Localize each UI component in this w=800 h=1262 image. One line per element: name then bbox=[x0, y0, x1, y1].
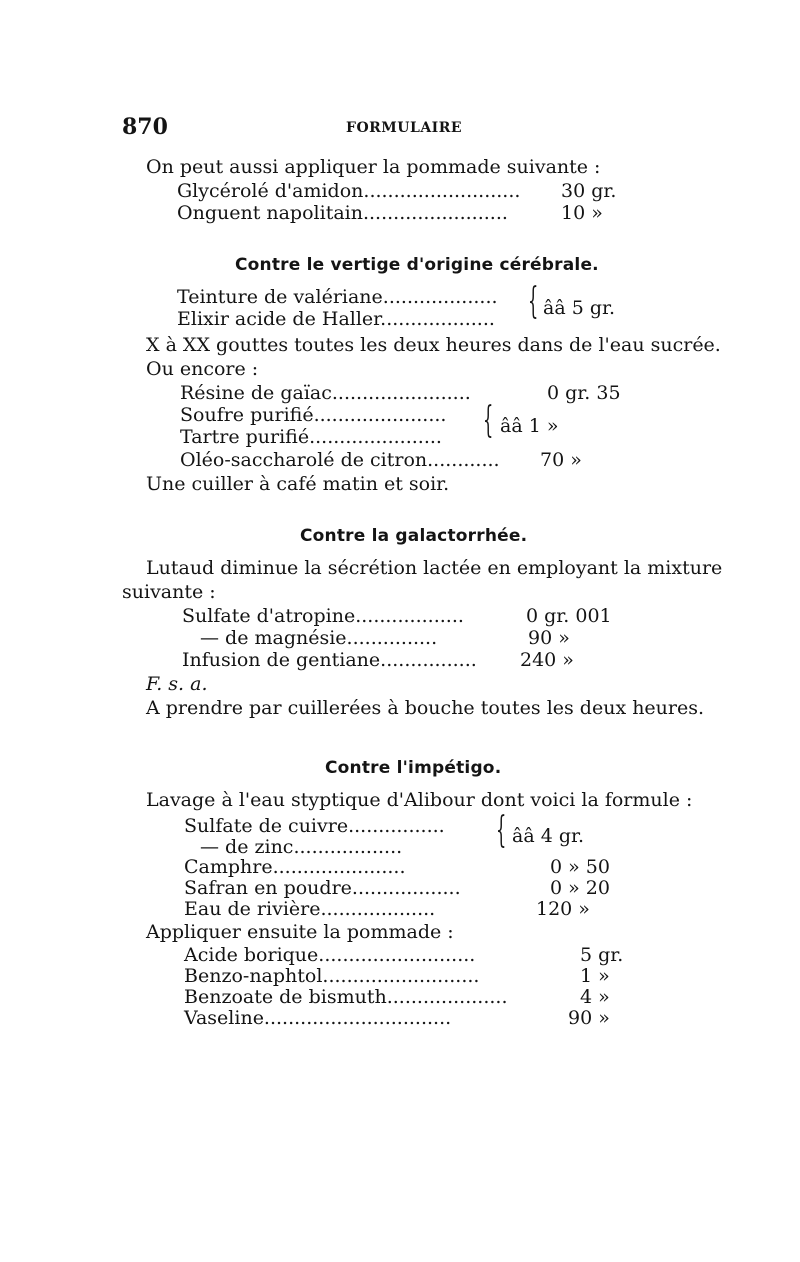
ingredient-name: Benzoate de bismuth.................... bbox=[184, 986, 508, 1008]
ingredient-qty: 90 » bbox=[568, 1007, 610, 1029]
ingredient-name: Résine de gaïac....................... bbox=[180, 382, 471, 404]
usage-line: Une cuiller à café matin et soir. bbox=[146, 473, 450, 495]
ingredient-name: Sulfate de cuivre................ bbox=[184, 815, 445, 837]
section-title-galactorrhea: Contre la galactorrhée. bbox=[300, 526, 528, 546]
ingredient-name: Acide borique.......................... bbox=[184, 944, 476, 966]
paragraph-line: Lavage à l'eau styptique d'Alibour dont voici la formule : bbox=[146, 789, 693, 811]
ingredient-name: Glycérolé d'amidon.......................... bbox=[177, 180, 521, 202]
fsa-line: F. s. a. bbox=[146, 673, 208, 695]
ingredient-qty: 0 » 50 bbox=[550, 856, 610, 878]
ingredient-name: — de magnésie............... bbox=[200, 627, 438, 649]
paragraph-line: suivante : bbox=[122, 581, 216, 603]
ingredient-qty: 120 » bbox=[536, 898, 590, 920]
ingredient-name: Infusion de gentiane................ bbox=[182, 649, 477, 671]
ingredient-name: Benzo-naphtol.......................... bbox=[184, 965, 480, 987]
ingredient-name: — de zinc.................. bbox=[200, 836, 403, 858]
brace-symbol: { bbox=[496, 810, 507, 851]
brace-symbol: { bbox=[528, 281, 539, 322]
brace-symbol: { bbox=[483, 400, 494, 441]
group-qty: ââ 4 gr. bbox=[512, 825, 585, 847]
usage-line: A prendre par cuillerées à bouche toutes les deux heures. bbox=[146, 697, 705, 719]
ingredient-qty: 70 » bbox=[540, 449, 582, 471]
ingredient-qty: 5 gr. bbox=[580, 944, 624, 966]
ingredient-name: Tartre purifié...................... bbox=[180, 426, 442, 448]
ingredient-qty: 90 » bbox=[528, 627, 570, 649]
ingredient-qty: 10 » bbox=[561, 202, 603, 224]
ingredient-name: Eau de rivière................... bbox=[184, 898, 436, 920]
section-title-vertigo: Contre le vertige d'origine cérébrale. bbox=[235, 255, 599, 275]
ingredient-name: Soufre purifié...................... bbox=[180, 404, 447, 426]
ingredient-name: Vaseline............................... bbox=[184, 1007, 452, 1029]
then-line: Appliquer ensuite la pommade : bbox=[146, 921, 454, 943]
ingredient-name: Teinture de valériane................... bbox=[177, 286, 498, 308]
group-qty: ââ 1 » bbox=[500, 415, 559, 437]
section-title-impetigo: Contre l'impétigo. bbox=[325, 758, 502, 778]
ingredient-qty: 0 gr. 35 bbox=[547, 382, 621, 404]
paragraph-line: Lutaud diminue la sécrétion lactée en employant la mixture bbox=[146, 557, 723, 579]
ingredient-name: Onguent napolitain........................ bbox=[177, 202, 508, 224]
ingredient-qty: 4 » bbox=[580, 986, 610, 1008]
ingredient-name: Oléo-saccharolé de citron............ bbox=[180, 449, 500, 471]
ingredient-qty: 30 gr. bbox=[561, 180, 617, 202]
ingredient-qty: 0 » 20 bbox=[550, 877, 610, 899]
group-qty: ââ 5 gr. bbox=[543, 297, 616, 319]
or-line: Ou encore : bbox=[146, 358, 259, 380]
running-title: FORMULAIRE bbox=[346, 120, 463, 136]
ingredient-qty: 0 gr. 001 bbox=[526, 605, 612, 627]
dose-instruction: X à XX gouttes toutes les deux heures dans de l'eau sucrée. bbox=[146, 334, 721, 356]
ingredient-name: Camphre...................... bbox=[184, 856, 406, 878]
intro-line: On peut aussi appliquer la pommade suivante : bbox=[146, 156, 601, 178]
ingredient-qty: 1 » bbox=[580, 965, 610, 987]
ingredient-name: Safran en poudre.................. bbox=[184, 877, 461, 899]
page-number: 870 bbox=[122, 114, 168, 140]
ingredient-name: Elixir acide de Haller................... bbox=[177, 308, 495, 330]
ingredient-qty: 240 » bbox=[520, 649, 574, 671]
ingredient-name: Sulfate d'atropine.................. bbox=[182, 605, 464, 627]
